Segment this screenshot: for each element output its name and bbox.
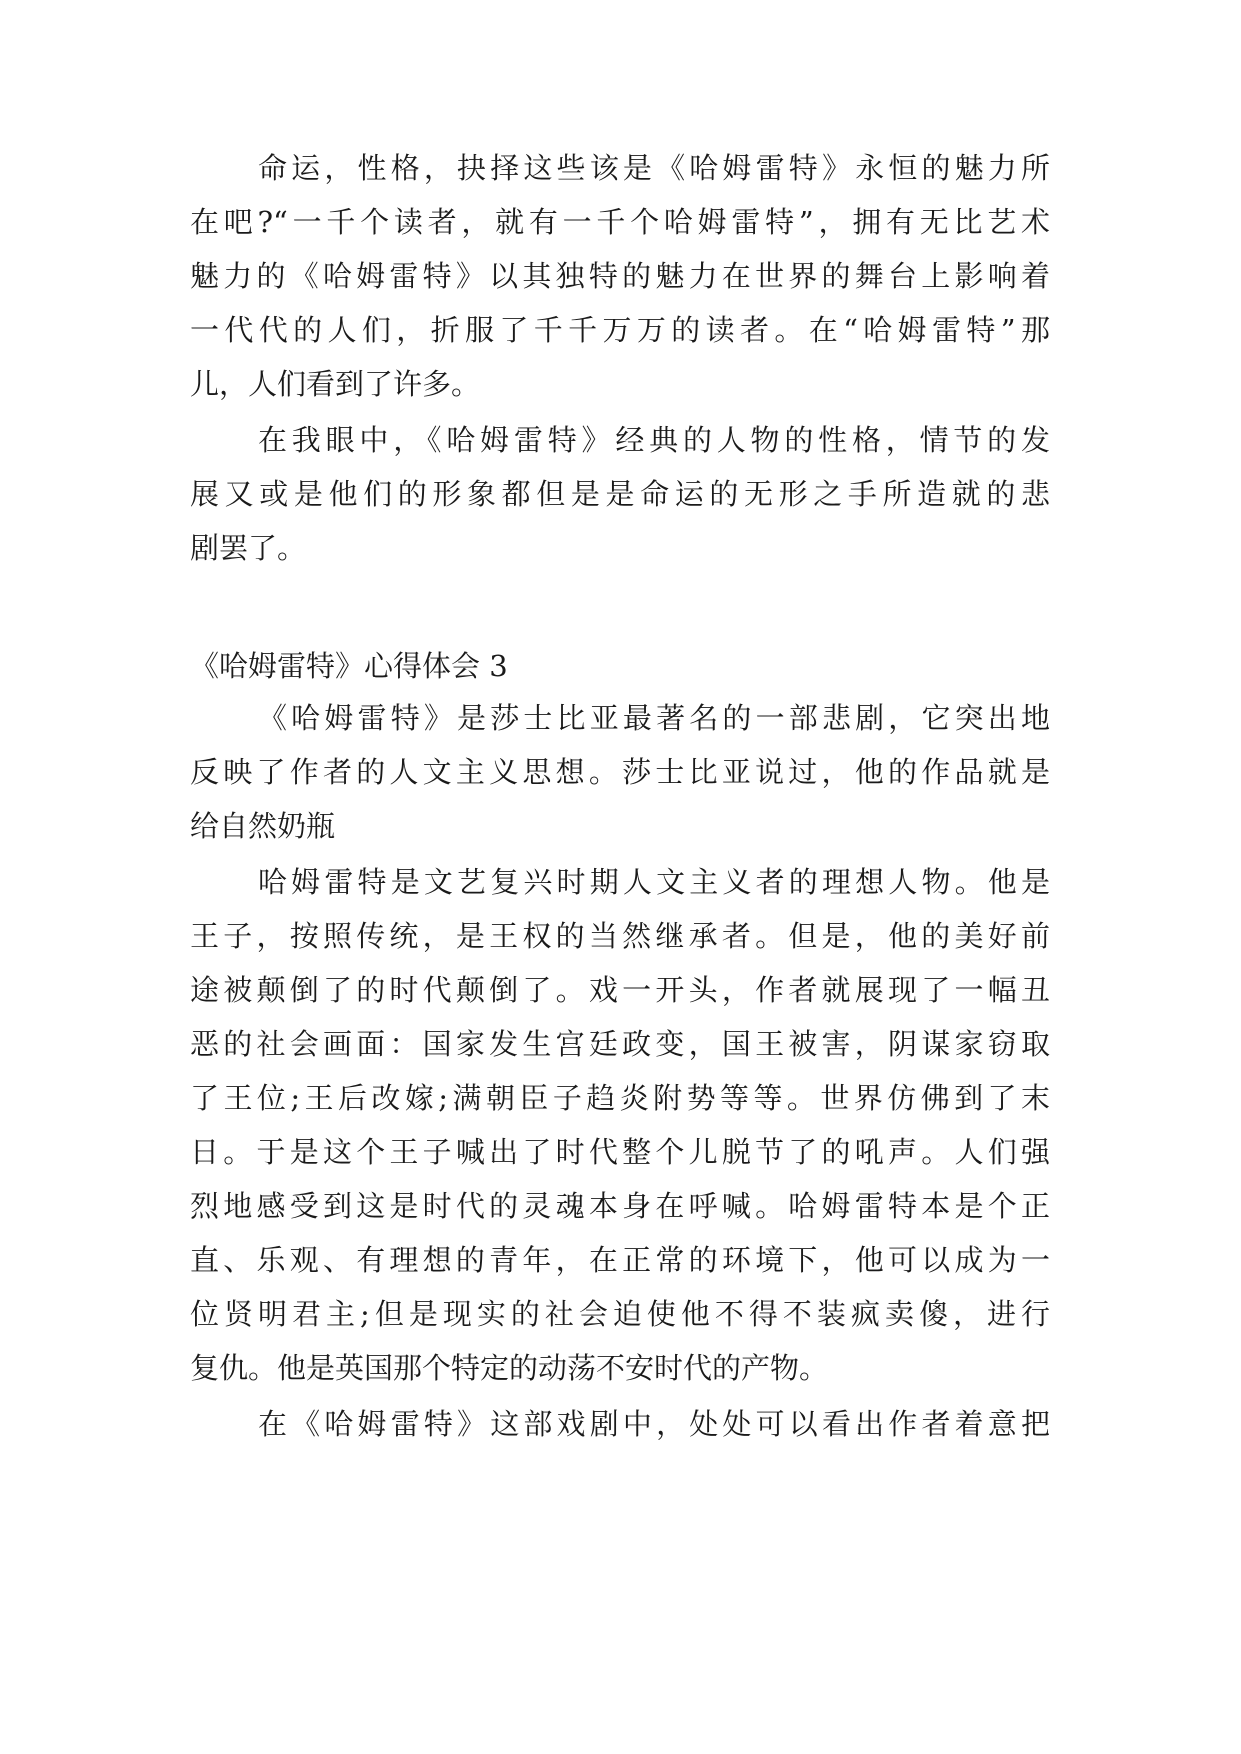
paragraph-2-line-3: 剧罢了。 xyxy=(190,531,307,565)
paragraph-1-line-2: 在吧?“一千个读者，就有一千个哈姆雷特”，拥有无比艺术 xyxy=(190,205,1050,239)
section-paragraph-2-line-4: 恶的社会画面：国家发生宫廷政变，国王被害，阴谋家窃取 xyxy=(190,1027,1050,1061)
paragraph-1-line-3: 魅力的《哈姆雷特》以其独特的魅力在世界的舞台上影响着 xyxy=(190,259,1050,293)
paragraph-1-line-1: 命运，性格，抉择这些该是《哈姆雷特》永恒的魅力所 xyxy=(258,151,1050,185)
section-paragraph-2-line-3: 途被颠倒了的时代颠倒了。戏一开头，作者就展现了一幅丑 xyxy=(190,973,1050,1007)
paragraph-2-line-1: 在我眼中，《哈姆雷特》经典的人物的性格，情节的发 xyxy=(258,423,1050,457)
section-paragraph-3-line-1: 在《哈姆雷特》这部戏剧中，处处可以看出作者着意把 xyxy=(258,1407,1050,1441)
paragraph-2-line-2: 展又或是他们的形象都但是是命运的无形之手所造就的悲 xyxy=(190,477,1050,511)
section-heading: 《哈姆雷特》心得体会 3 xyxy=(190,649,508,683)
section-paragraph-2-line-2: 王子，按照传统，是王权的当然继承者。但是，他的美好前 xyxy=(190,919,1050,953)
section-paragraph-2-line-5: 了王位;王后改嫁;满朝臣子趋炎附势等等。世界仿佛到了末 xyxy=(190,1081,1050,1115)
paragraph-1-line-5: 儿，人们看到了许多。 xyxy=(190,367,481,401)
section-paragraph-2-line-9: 位贤明君主;但是现实的社会迫使他不得不装疯卖傻，进行 xyxy=(190,1297,1050,1331)
section-paragraph-2-line-1: 哈姆雷特是文艺复兴时期人文主义者的理想人物。他是 xyxy=(258,865,1050,899)
section-paragraph-2-line-10: 复仇。他是英国那个特定的动荡不安时代的产物。 xyxy=(190,1351,829,1385)
section-paragraph-1-line-1: 《哈姆雷特》是莎士比亚最著名的一部悲剧，它突出地 xyxy=(258,701,1050,735)
section-paragraph-2-line-7: 烈地感受到这是时代的灵魂本身在呼喊。哈姆雷特本是个正 xyxy=(190,1189,1050,1223)
section-paragraph-2-line-8: 直、乐观、有理想的青年，在正常的环境下，他可以成为一 xyxy=(190,1243,1050,1277)
section-paragraph-2-line-6: 日。于是这个王子喊出了时代整个儿脱节了的吼声。人们强 xyxy=(190,1135,1050,1169)
section-paragraph-1-line-3: 给自然奶瓶 xyxy=(190,809,336,843)
section-paragraph-1-line-2: 反映了作者的人文主义思想。莎士比亚说过，他的作品就是 xyxy=(190,755,1050,789)
paragraph-1-line-4: 一代代的人们，折服了千千万万的读者。在“哈姆雷特”那 xyxy=(190,313,1050,347)
